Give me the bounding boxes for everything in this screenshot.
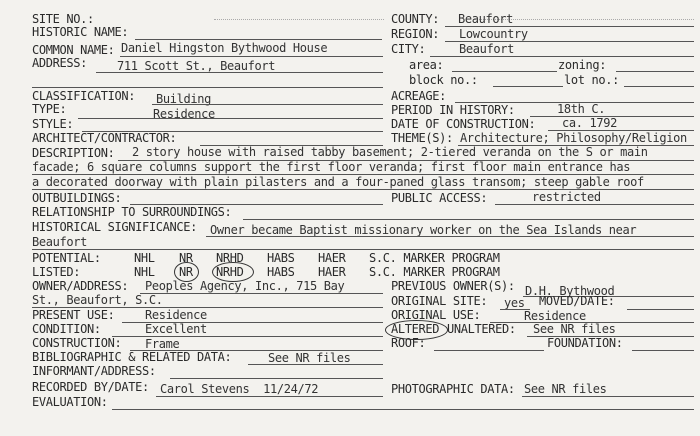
- themes-value: Architecture; Philosophy/Religion: [460, 131, 687, 145]
- underline: [120, 56, 383, 57]
- county-label: COUNTY:: [391, 12, 440, 26]
- underline: [452, 71, 557, 72]
- historical-significance-line-2: Beaufort: [32, 235, 87, 249]
- condition-label: CONDITION:: [32, 322, 101, 336]
- underline: [206, 236, 694, 237]
- underline: [78, 118, 383, 119]
- address-value: 711 Scott St., Beaufort: [117, 59, 276, 73]
- historical-significance-line-1: Owner became Baptist missionary worker on the Sea Islands near: [210, 223, 637, 237]
- underline: [32, 249, 694, 250]
- classification-value: Building: [156, 92, 211, 106]
- original-site-label: ORIGINAL SITE:: [391, 294, 488, 308]
- block-no-label: block no.:: [409, 73, 478, 87]
- underline: [493, 86, 563, 87]
- description-line-3: a decorated doorway with plain pilasters and a four-paned glass transom; steep gable roof: [32, 175, 644, 189]
- original-use-label: ORIGINAL USE:: [391, 308, 481, 322]
- area-label: area:: [409, 58, 444, 72]
- previous-owner-label: PREVIOUS OWNER(S):: [391, 279, 515, 293]
- underline: [522, 396, 694, 397]
- type-label: TYPE:: [32, 102, 67, 116]
- roof-label: ROOF:: [391, 336, 426, 350]
- acreage-label: ACREAGE:: [391, 89, 446, 103]
- region-label: REGION:: [391, 27, 440, 41]
- evaluation-label: EVALUATION:: [32, 395, 108, 409]
- date-of-construction-value: ca. 1792: [562, 116, 617, 130]
- listed-label: LISTED:: [32, 265, 81, 279]
- underline: [430, 56, 694, 57]
- bibliographic-label: BIBLIOGRAPHIC & RELATED DATA:: [32, 350, 232, 364]
- foundation-label: FOUNDATION:: [547, 336, 623, 350]
- underline: [434, 350, 544, 351]
- description-line-1: 2 story house with raised tabby basement; 2-tiered veranda on the S or main: [132, 145, 648, 159]
- recorded-by-value: Carol Stevens 11/24/72: [160, 382, 319, 396]
- underline: [135, 39, 382, 40]
- outbuildings-label: OUTBUILDINGS:: [32, 191, 122, 205]
- underline: [632, 350, 694, 351]
- potential-label: POTENTIAL:: [32, 251, 101, 265]
- city-label: CITY:: [391, 42, 426, 56]
- altered-label: ALTERED: [391, 322, 440, 336]
- dotted-guide: [214, 19, 384, 20]
- underline: [248, 364, 383, 365]
- informant-label: INFORMANT/ADDRESS:: [32, 364, 156, 378]
- bibliographic-value: See NR files: [268, 351, 351, 365]
- unaltered-label: UNALTERED:: [447, 322, 516, 336]
- underline: [140, 293, 383, 294]
- underline: [495, 204, 694, 205]
- site-no-label: SITE NO.:: [32, 12, 94, 26]
- common-name-value: Daniel Hingston Bythwood House: [121, 41, 328, 55]
- period-value: 18th C.: [557, 102, 606, 116]
- period-label: PERIOD IN HISTORY:: [391, 103, 515, 117]
- county-value: Beaufort: [458, 12, 513, 26]
- address-label: ADDRESS:: [32, 56, 87, 70]
- relationship-label: RELATIONSHIP TO SURROUNDINGS:: [32, 205, 232, 219]
- classification-label: CLASSIFICATION:: [32, 89, 136, 103]
- description-line-2: facade; 6 square columns support the first floor veranda; first floor main entrance has: [32, 160, 631, 174]
- potential-habs: HABS: [267, 251, 295, 265]
- owner-address-line-2: St., Beaufort, S.C.: [32, 293, 163, 307]
- underline: [96, 72, 383, 73]
- moved-date-label: MOVED/DATE:: [539, 294, 615, 308]
- construction-value: Frame: [145, 337, 180, 351]
- owner-address-line-1: Peoples Agency, Inc., 715 Bay: [145, 279, 345, 293]
- underline: [156, 396, 383, 397]
- description-label: DESCRIPTION:: [32, 146, 115, 160]
- listed-habs: HABS: [267, 265, 295, 279]
- underline: [112, 409, 694, 410]
- altered-value: See NR files: [533, 322, 616, 336]
- potential-sc-marker: S.C. MARKER PROGRAM: [369, 251, 500, 265]
- underline: [152, 104, 383, 105]
- zoning-label: zoning:: [558, 58, 607, 72]
- present-use-value: Residence: [145, 308, 207, 322]
- lot-no-label: lot no.:: [564, 73, 619, 87]
- architect-label: ARCHITECT/CONTRACTOR:: [32, 131, 177, 145]
- region-value: Lowcountry: [459, 27, 528, 41]
- listed-sc-marker: S.C. MARKER PROGRAM: [369, 265, 500, 279]
- public-access-label: PUBLIC ACCESS:: [391, 191, 488, 205]
- recorded-by-label: RECORDED BY/DATE:: [32, 380, 149, 394]
- potential-haer: HAER: [318, 251, 346, 265]
- underline: [616, 71, 694, 72]
- themes-label: THEME(S):: [391, 131, 453, 145]
- photographic-value: See NR files: [524, 382, 607, 396]
- previous-owner-value: D.H. Bythwood: [525, 284, 615, 298]
- underline: [624, 86, 694, 87]
- potential-nhl: NHL: [134, 251, 155, 265]
- common-name-label: COMMON NAME:: [32, 43, 115, 57]
- city-value: Beaufort: [459, 42, 514, 56]
- original-use-value: Residence: [524, 309, 586, 323]
- type-value: Residence: [153, 107, 215, 121]
- historical-significance-label: HISTORICAL SIGNIFICANCE:: [32, 220, 197, 234]
- construction-label: CONSTRUCTION:: [32, 336, 122, 350]
- present-use-label: PRESENT USE:: [32, 308, 115, 322]
- listed-haer: HAER: [318, 265, 346, 279]
- date-of-construction-label: DATE OF CONSTRUCTION:: [391, 117, 536, 131]
- listed-nr: NR: [179, 265, 193, 279]
- listed-nhl: NHL: [134, 265, 155, 279]
- potential-nr: NR: [179, 251, 193, 265]
- condition-value: Excellent: [145, 322, 207, 336]
- listed-nrhd: NRHD: [216, 265, 244, 279]
- potential-nrhd: NRHD: [216, 251, 244, 265]
- photographic-label: PHOTOGRAPHIC DATA:: [391, 382, 515, 396]
- original-site-value: yes: [504, 296, 525, 310]
- underline: [243, 219, 694, 220]
- underline: [32, 87, 383, 88]
- owner-address-label: OWNER/ADDRESS:: [32, 279, 129, 293]
- underline: [170, 378, 383, 379]
- underline: [627, 309, 694, 310]
- style-label: STYLE:: [32, 117, 74, 131]
- public-access-value: restricted: [532, 190, 601, 204]
- historic-name-label: HISTORIC NAME:: [32, 25, 129, 39]
